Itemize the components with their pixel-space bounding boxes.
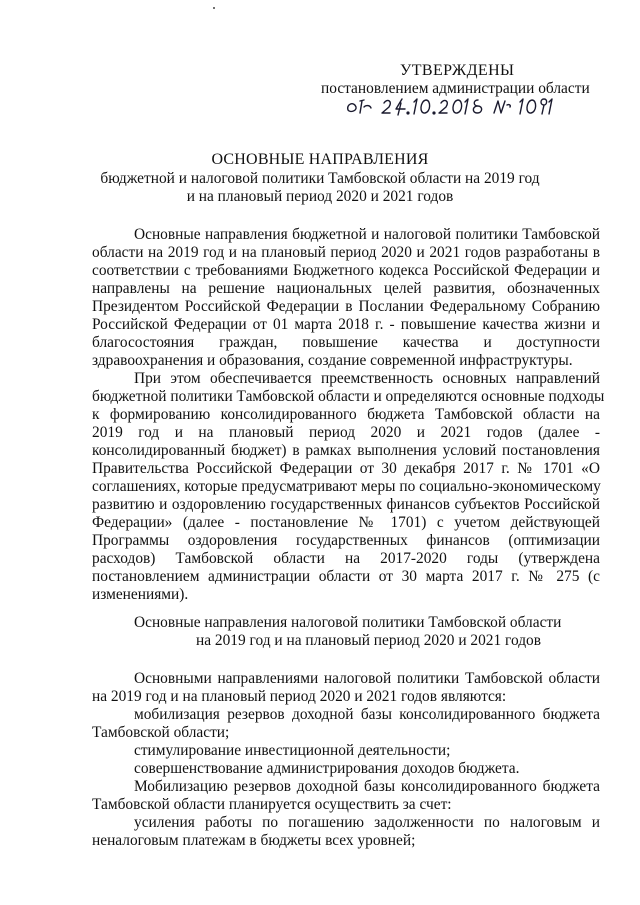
main-heading-line2: бюджетной и налоговой политики Тамбовской области на 2019 год — [100, 170, 540, 187]
p2-line: постановлением администрации области от 30 марта 2017 г. № 275 (с — [92, 568, 600, 585]
p1-line: соответствии с требованиями Бюджетного кодекса Российской Федерации и — [92, 262, 600, 279]
p1-line: здравоохранения и образования, создание современной инфраструктуры. — [92, 352, 573, 369]
p5-line: неналоговым платежам в бюджеты всех уровней; — [92, 832, 416, 849]
p1-line: благосостояния граждан, повышение качества и доступности — [92, 334, 600, 351]
p2-line: развитию и оздоровлению государственных финансов субъектов Российской — [92, 496, 600, 513]
list-item: стимулирование инвестиционной деятельности; — [134, 742, 451, 759]
section-heading-line2: на 2019 год и на плановый период 2020 и 2021 годов — [196, 632, 542, 649]
p3-line: Основными направлениями налоговой политики Тамбовской области — [134, 670, 600, 687]
p1-line: Президентом Российской Федерации в Послании Федеральному Собранию — [92, 298, 600, 315]
p1-line: направлены на решение национальных целей развития, обозначенных — [92, 280, 600, 297]
p1-line: Российской Федерации от 01 марта 2018 г. - повышение качества жизни и — [92, 316, 600, 333]
p3-line: на 2019 год и на плановый период 2020 и 2021 годов являются: — [92, 688, 507, 705]
section-heading-line1: Основные направления налоговой политики Тамбовской области — [134, 614, 562, 631]
p2-line: 2019 год и на плановый период 2020 и 2021 годов (далее - — [92, 424, 600, 441]
scan-speck — [213, 7, 215, 9]
p4-line: Мобилизацию резервов доходной базы консолидированного бюджета — [134, 778, 600, 795]
p2-line: Федерации» (далее - постановление № 1701) с учетом действующей — [92, 514, 600, 531]
main-heading-line1: ОСНОВНЫЕ НАПРАВЛЕНИЯ — [211, 151, 429, 168]
p2-line: изменениями). — [92, 586, 189, 603]
list-item: Тамбовской области; — [92, 724, 230, 741]
p2-line: Программы оздоровления государственных финансов (оптимизации — [92, 532, 600, 549]
p2-line: Правительства Российской Федерации от 30 декабря 2017 г. № 1701 «О — [92, 460, 600, 477]
p2-line: консолидированный бюджет) в рамках выполнения условий постановления — [92, 442, 600, 459]
approval-title: УТВЕРЖДЕНЫ — [400, 62, 515, 79]
p2-line: При этом обеспечивается преемственность основных направлений — [134, 370, 600, 387]
handwritten-date-number — [344, 93, 554, 119]
p2-line: бюджетной политики Тамбовской области и определяются основные подходы — [92, 388, 605, 405]
p1-line: Основные направления бюджетной и налоговой политики Тамбовской — [134, 226, 600, 243]
p4-line: Тамбовской области планируется осуществить за счет: — [92, 796, 452, 813]
p2-line: расходов) Тамбовской области на 2017-2020 годы (утверждена — [92, 550, 600, 567]
list-item: совершенствование администрирования доходов бюджета. — [134, 760, 520, 777]
approval-subtitle: постановлением администрации области — [321, 80, 590, 97]
list-item: мобилизация резервов доходной базы консолидированного бюджета — [134, 706, 600, 723]
p2-line: к формированию консолидированного бюджета Тамбовской области на — [92, 406, 600, 423]
main-heading-line3: и на плановый период 2020 и 2021 годов — [186, 188, 454, 205]
p5-line: усиления работы по погашению задолженности по налоговым и — [134, 814, 600, 831]
p2-line: соглашениях, которые предусматривают меры по социально-экономическому — [92, 478, 601, 495]
p1-line: области на 2019 год и на плановый период 2020 и 2021 годов разработаны в — [92, 244, 600, 261]
